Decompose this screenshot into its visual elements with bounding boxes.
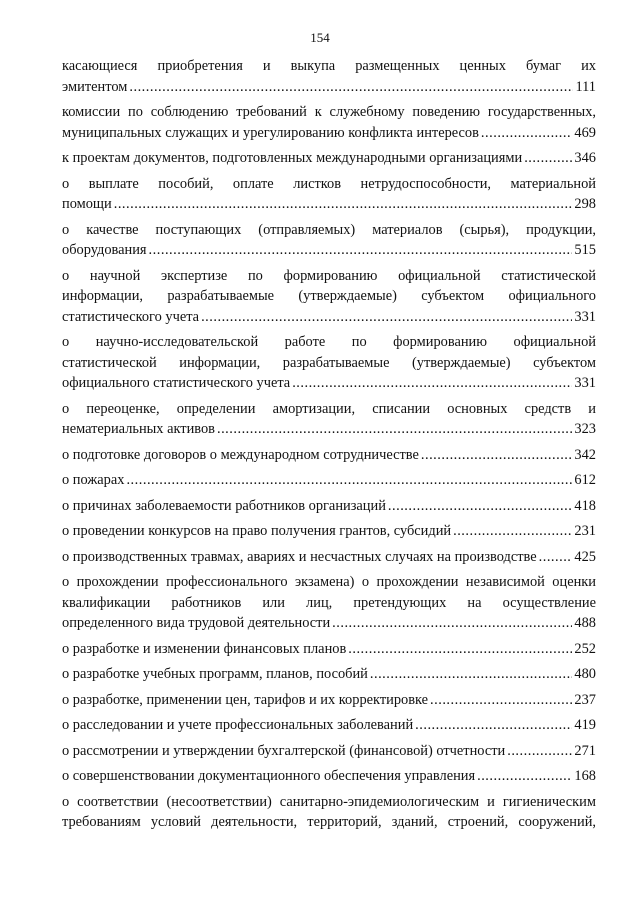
entry-line: информации, разрабатываемые (утверждаемые) субъектом официального	[62, 288, 596, 304]
entry-text: о рассмотрении и утверждении бухгалтерской (финансовой) отчетности	[62, 742, 506, 759]
entry-page-number: 515	[574, 242, 596, 258]
entry-text: официального статистического учета	[62, 375, 291, 391]
entry-line: о научной экспертизе по формированию официальной статистической	[62, 267, 596, 284]
entry-page-number: 425	[574, 548, 596, 565]
entry-page-number: 168	[574, 768, 596, 784]
entry-line: квалификации работников или лиц, претендующих на осуществление	[62, 594, 596, 611]
entry-line: о качестве поступающих (отправляемых) материалов (сырья), продукции,	[62, 221, 596, 238]
leader-dots	[370, 664, 573, 685]
entry-last-line	[62, 470, 596, 491]
entry-page-number: 323	[574, 421, 596, 437]
entry-page-number: 298	[574, 196, 596, 212]
index-entry	[62, 496, 596, 517]
entry-text: о совершенствовании документационного обеспечения управления	[62, 768, 476, 784]
entry-page-number: 480	[574, 666, 596, 682]
entry-line: о научно-исследовательской работе по формированию официальной	[62, 334, 596, 350]
entry-text: эмитентом	[62, 78, 128, 95]
index-entry	[62, 547, 596, 568]
entry-page-number: 271	[574, 742, 596, 759]
leader-dots	[332, 613, 572, 634]
entry-text: о разработке и изменении финансовых планов	[62, 640, 347, 657]
index-entry	[62, 399, 596, 440]
leader-dots	[453, 521, 572, 542]
entry-page-number: 469	[574, 124, 596, 141]
entry-page-number: 252	[574, 640, 596, 657]
leader-dots	[201, 307, 572, 328]
index-entry	[62, 639, 596, 660]
leader-dots	[507, 741, 572, 762]
entry-last-line	[62, 521, 596, 542]
entry-last-line	[62, 496, 596, 517]
entry-page-number: 612	[574, 472, 596, 488]
entry-last-line	[62, 373, 596, 394]
entry-text: о проведении конкурсов на право получения грантов, субсидий	[62, 523, 452, 539]
entry-text: о пожарах	[62, 472, 125, 488]
entry-line: о прохождении профессионального экзамена) о прохождении независимой оценки	[62, 574, 596, 590]
entry-last-line	[62, 741, 596, 762]
entry-text: о производственных травмах, авариях и несчастных случаях на производстве	[62, 548, 537, 565]
entry-text: к проектам документов, подготовленных международными организациями	[62, 150, 523, 166]
entry-line: о выплате пособий, оплате листков нетрудоспособности, материальной	[62, 175, 596, 192]
index-entry	[62, 445, 596, 466]
leader-dots	[421, 445, 573, 466]
index-entry	[62, 664, 596, 685]
index-entry	[62, 102, 596, 143]
entry-line: о переоценке, определении амортизации, списании основных средств и	[62, 400, 596, 417]
entry-page-number: 418	[574, 497, 596, 514]
index-entry-continued	[62, 792, 596, 833]
entry-page-number: 419	[574, 717, 596, 733]
index-entry	[62, 56, 596, 97]
entry-line: комиссии по соблюдению требований к служебному поведению государственных,	[62, 104, 596, 120]
entry-last-line	[62, 194, 596, 215]
index-entry	[62, 521, 596, 542]
index-entry	[62, 741, 596, 762]
index-entry	[62, 766, 596, 787]
index-entry	[62, 572, 596, 634]
entry-text: о разработке учебных программ, планов, пособий	[62, 666, 368, 682]
index-entry	[62, 174, 596, 215]
leader-dots	[129, 77, 573, 98]
leader-dots	[114, 194, 573, 215]
index-entry	[62, 690, 596, 711]
entry-last-line	[62, 690, 596, 711]
entry-page-number: 488	[574, 615, 596, 631]
entry-page-number: 237	[574, 691, 596, 708]
entry-page-number: 331	[574, 375, 596, 391]
leader-dots	[388, 496, 573, 517]
entry-text: нематериальных активов	[62, 421, 215, 437]
entry-text: определенного вида трудовой деятельности	[62, 615, 331, 631]
leader-dots	[524, 148, 572, 169]
entry-last-line	[62, 77, 596, 98]
entry-last-line	[62, 445, 596, 466]
leader-dots	[477, 766, 572, 787]
leader-dots	[415, 715, 572, 736]
entry-last-line	[62, 639, 596, 660]
leader-dots	[126, 470, 572, 491]
entry-text: муниципальных служащих и урегулированию конфликта интересов	[62, 124, 479, 141]
index-entries	[62, 56, 596, 838]
leader-dots	[539, 547, 573, 568]
index-entry	[62, 220, 596, 261]
leader-dots	[149, 240, 573, 261]
entry-text: о причинах заболеваемости работников организаций	[62, 497, 386, 514]
entry-text: оборудования	[62, 242, 147, 258]
entry-last-line	[62, 613, 596, 634]
leader-dots	[292, 373, 572, 394]
leader-dots	[348, 639, 572, 660]
entry-text: статистического учета	[62, 308, 200, 325]
entry-line: о соответствии (несоответствии) санитарно-эпидемиологическим и гигиеническим	[62, 793, 596, 810]
leader-dots	[430, 690, 572, 711]
entry-last-line	[62, 664, 596, 685]
entry-text: о разработке, применении цен, тарифов и их корректировке	[62, 691, 429, 708]
index-entry	[62, 148, 596, 169]
index-entry	[62, 715, 596, 736]
entry-last-line	[62, 123, 596, 144]
entry-page-number: 231	[574, 523, 596, 539]
entry-last-line	[62, 307, 596, 328]
entry-last-line	[62, 240, 596, 261]
entry-line: статистической информации, разрабатываемые (утверждаемые) субъектом	[62, 354, 596, 371]
entry-last-line	[62, 766, 596, 787]
entry-last-line	[62, 715, 596, 736]
entry-text: помощи	[62, 196, 112, 212]
index-entry	[62, 332, 596, 394]
index-entry	[62, 470, 596, 491]
entry-last-line	[62, 419, 596, 440]
entry-page-number: 342	[574, 446, 596, 463]
entry-page-number: 346	[574, 150, 596, 166]
index-entry	[62, 266, 596, 328]
entry-last-line	[62, 148, 596, 169]
leader-dots	[481, 123, 572, 144]
page-number: 154	[310, 30, 330, 45]
entry-line: касающиеся приобретения и выкупа размещенных ценных бумаг их	[62, 58, 596, 74]
entry-line: требованиям условий деятельности, территорий, зданий, строений, сооружений,	[62, 814, 596, 830]
entry-last-line	[62, 547, 596, 568]
entry-page-number: 331	[574, 308, 596, 325]
entry-page-number: 111	[575, 78, 596, 95]
entry-text: о расследовании и учете профессиональных заболеваний	[62, 717, 414, 733]
entry-text: о подготовке договоров о международном сотрудничестве	[62, 446, 419, 463]
leader-dots	[217, 419, 572, 440]
